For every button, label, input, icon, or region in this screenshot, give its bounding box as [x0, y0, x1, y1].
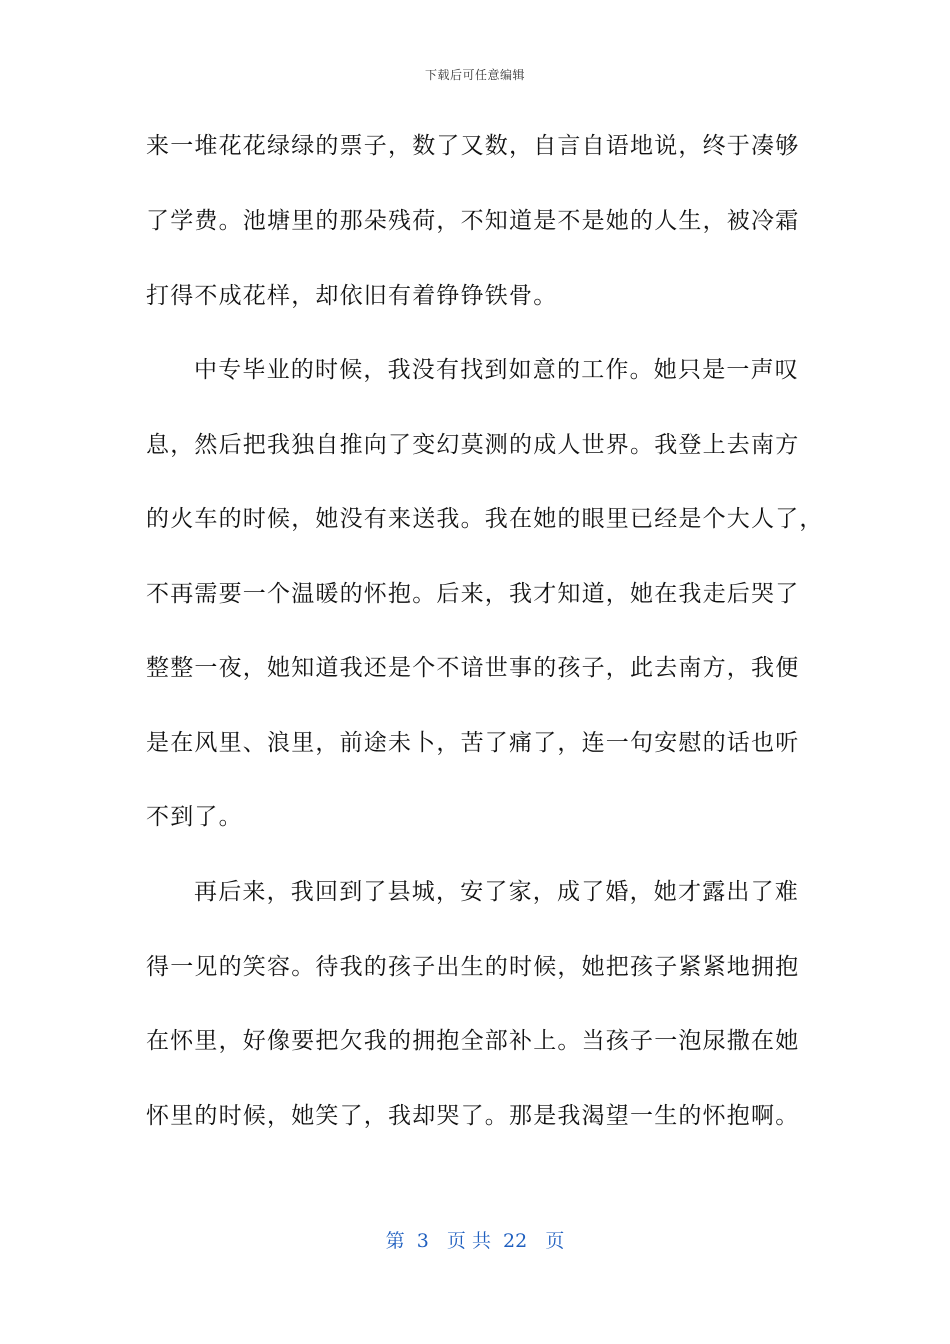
text-line: 得一见的笑容。待我的孩子出生的时候，她把孩子紧紧地拥抱	[146, 954, 800, 980]
text-line: 息，然后把我独自推向了变幻莫测的成人世界。我登上去南方	[146, 432, 800, 458]
text-line: 打得不成花样，却依旧有着铮铮铁骨。	[146, 283, 558, 309]
text-line: 了学费。池塘里的那朵残荷，不知道是不是她的人生，被冷霜	[146, 208, 800, 234]
text-line: 是在风里、浪里，前途未卜，苦了痛了，连一句安慰的话也听	[146, 730, 800, 756]
page-header: 下载后可任意编辑	[424, 68, 525, 82]
page-number-footer: 第 3 页 共 22 页	[385, 1230, 565, 1252]
text-line: 来一堆花花绿绿的票子，数了又数，自言自语地说，终于凑够	[146, 133, 800, 159]
text-line: 在怀里，好像要把欠我的拥抱全部补上。当孩子一泡尿撒在她	[146, 1028, 800, 1054]
paragraph-first-line: 中专毕业的时候，我没有找到如意的工作。她只是一声叹	[194, 357, 799, 383]
text-line: 的火车的时候，她没有来送我。我在她的眼里已经是个大人了，	[146, 506, 824, 532]
paragraph-first-line: 再后来，我回到了县城，安了家，成了婚，她才露出了难	[194, 879, 799, 905]
text-line: 整整一夜，她知道我还是个不谙世事的孩子，此去南方，我便	[146, 655, 800, 681]
text-line: 不再需要一个温暖的怀抱。后来，我才知道，她在我走后哭了	[146, 581, 800, 607]
text-line: 不到了。	[146, 804, 243, 830]
text-line: 怀里的时候，她笑了，我却哭了。那是我渴望一生的怀抱啊。	[146, 1103, 800, 1129]
